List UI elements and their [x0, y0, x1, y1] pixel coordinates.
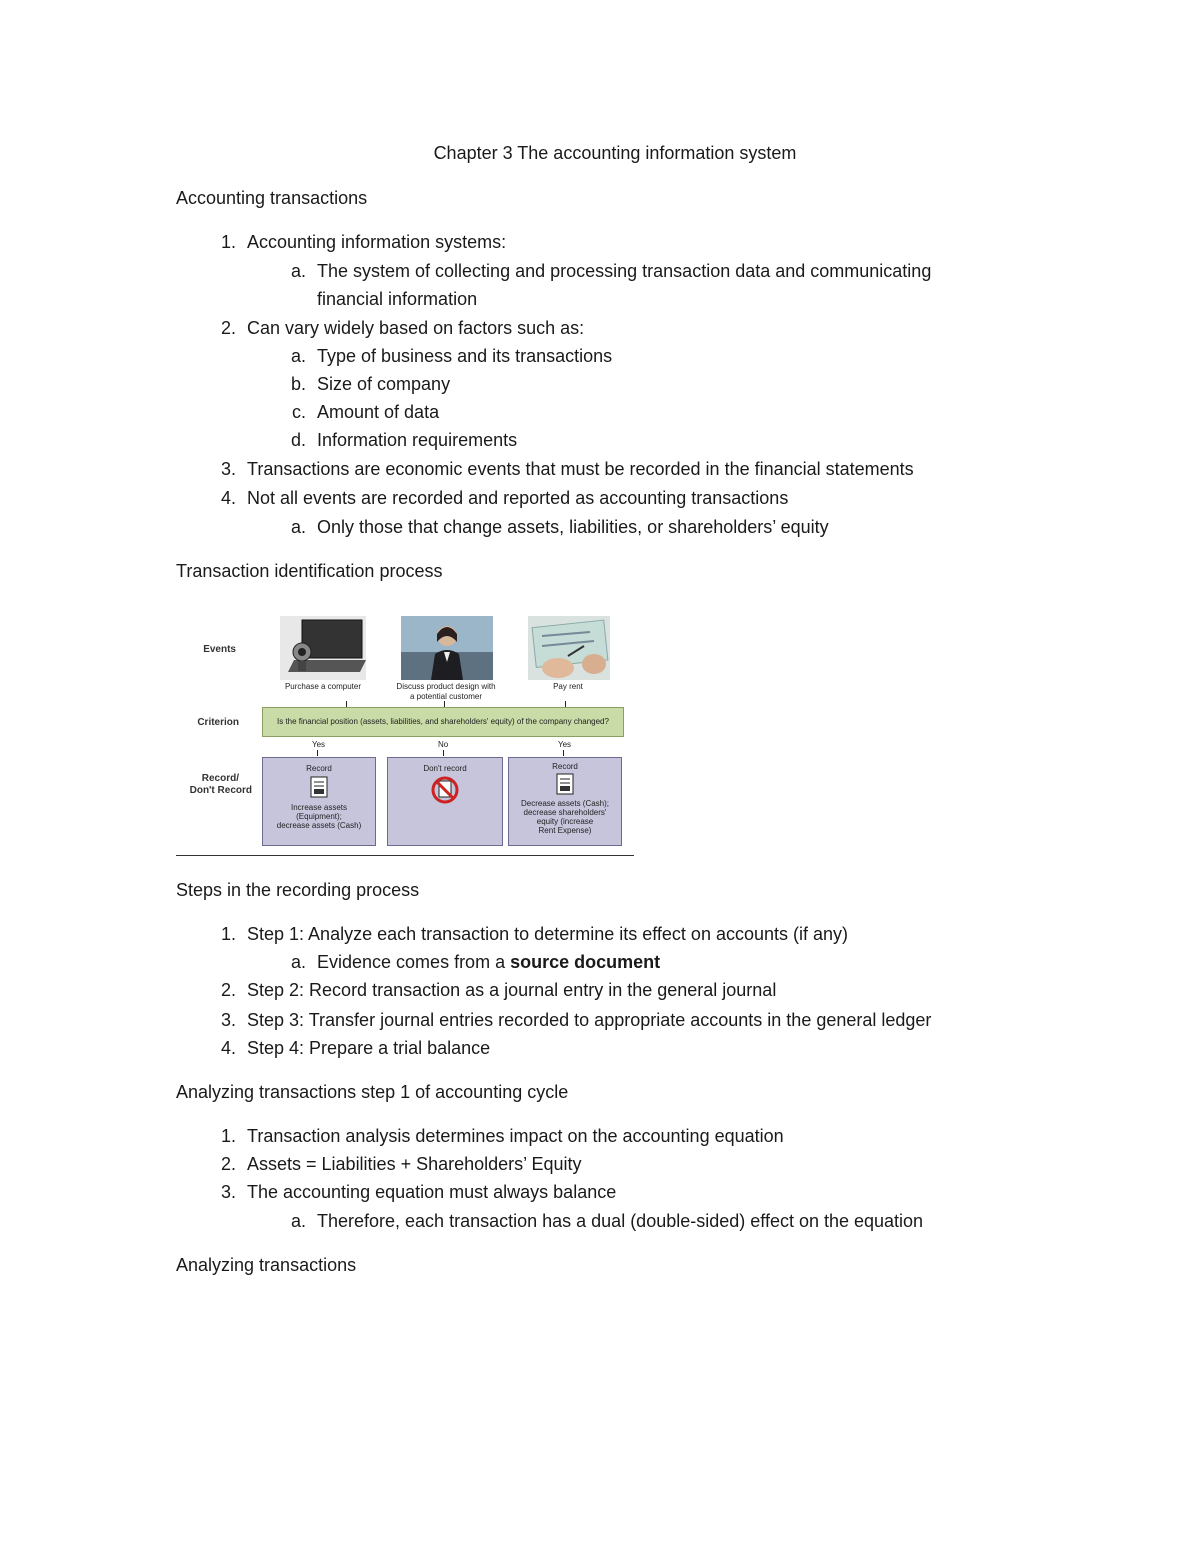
list-text: Accounting information systems: [247, 232, 507, 252]
list-number: a. [290, 952, 306, 972]
list-text-continuation: financial information [317, 289, 478, 309]
list-number: 1. [220, 232, 236, 252]
list-text: Not all events are recorded and reported as accounting transactions [247, 488, 789, 508]
list-number: a. [290, 1211, 306, 1231]
list-text: Step 3: Transfer journal entries recorded to appropriate accounts in the general ledger [247, 1010, 932, 1030]
document-icon [555, 773, 575, 795]
list-text: Step 2: Record transaction as a journal entry in the general journal [247, 980, 777, 1000]
list-text: Amount of data [317, 402, 440, 422]
document-icon [309, 776, 329, 798]
event-caption: Purchase a computer [284, 682, 362, 691]
list-text: Information requirements [317, 430, 518, 450]
outcome-box-record [262, 757, 376, 846]
answer-label: No [438, 740, 449, 749]
list-number: 1. [220, 1126, 236, 1146]
list-number: 4. [220, 488, 236, 508]
connector [317, 750, 318, 756]
diagram-bottom-rule [176, 855, 634, 856]
list-number: d. [290, 430, 306, 450]
row-label-record: Record/ [201, 773, 239, 784]
event-caption: Pay rent [553, 682, 583, 691]
rent-check-photo [528, 616, 610, 680]
row-label-events: Events [203, 644, 236, 655]
no-record-icon [430, 775, 460, 805]
list-text: The accounting equation must always balance [247, 1182, 617, 1202]
list-text-plain: Evidence comes from a [317, 952, 511, 972]
list-text: Therefore, each transaction has a dual (double-sided) effect on the equation [317, 1211, 924, 1231]
customer-meeting-photo [401, 616, 493, 680]
answer-label: Yes [312, 740, 326, 749]
list-text: Can vary widely based on factors such as: [247, 318, 585, 338]
list-number: 1. [220, 924, 236, 944]
outcome-line: (Equipment); [296, 812, 342, 821]
outcome-line: Increase assets [290, 803, 348, 812]
list-number: 3. [220, 459, 236, 479]
outcome-box-record [508, 757, 622, 846]
list-number: 3. [220, 1182, 236, 1202]
list-text: Type of business and its transactions [317, 346, 613, 366]
computer-photo [280, 616, 366, 680]
outcome-line: Decrease assets (Cash); [520, 799, 610, 808]
list-text: Assets = Liabilities + Shareholders’ Equity [247, 1154, 582, 1174]
list-number: a. [290, 517, 306, 537]
event-caption: Discuss product design with [396, 682, 496, 691]
list-text: Size of company [317, 374, 451, 394]
event-caption-continuation: a potential customer [409, 692, 483, 701]
outcome-line: decrease assets (Cash) [276, 821, 362, 830]
list-text: The system of collecting and processing transaction data and communicating [317, 261, 932, 281]
answer-label: Yes [558, 740, 572, 749]
transaction-identification-diagram [176, 606, 636, 858]
outcome-title: Record [306, 764, 332, 773]
outcome-box-dont-record [387, 757, 503, 846]
list-number: 2. [220, 980, 236, 1000]
outcome-line: decrease shareholders' [523, 808, 607, 817]
list-text: Only those that change assets, liabilities, or shareholders’ equity [317, 517, 829, 537]
list-number: c. [291, 402, 306, 422]
row-label-dont-record: Don't Record [189, 785, 252, 796]
list-text-bold: source document [510, 952, 661, 972]
page-title: Chapter 3 The accounting information system [433, 143, 797, 163]
criterion-box: Is the financial position (assets, liabilities, and shareholders' equity) of the company changed? [262, 707, 624, 737]
list-text: Step 4: Prepare a trial balance [247, 1038, 491, 1058]
list-text [317, 952, 660, 973]
section-heading-analyzing-step1: Analyzing transactions step 1 of accounting cycle [176, 1082, 569, 1102]
list-number: b. [290, 374, 306, 394]
list-number: 2. [220, 1154, 236, 1174]
list-number: a. [290, 261, 306, 281]
outcome-line: Rent Expense) [538, 826, 592, 835]
connector [563, 750, 564, 756]
outcome-title: Record [552, 762, 578, 771]
list-number: 2. [220, 318, 236, 338]
list-text: Transaction analysis determines impact on the accounting equation [247, 1126, 784, 1146]
list-text: Step 1: Analyze each transaction to determine its effect on accounts (if any) [247, 924, 849, 944]
section-heading-accounting-transactions: Accounting transactions [176, 188, 368, 208]
section-heading-transaction-identification: Transaction identification process [176, 561, 443, 581]
section-heading-analyzing-transactions: Analyzing transactions [176, 1255, 357, 1275]
connector [443, 750, 444, 756]
row-label-criterion: Criterion [197, 717, 239, 728]
outcome-line: equity (increase [536, 817, 594, 826]
list-text: Transactions are economic events that must be recorded in the financial statements [247, 459, 914, 479]
list-number: a. [290, 346, 306, 366]
outcome-title: Don't record [423, 764, 467, 773]
list-number: 4. [220, 1038, 236, 1058]
list-number: 3. [220, 1010, 236, 1030]
section-heading-recording-process: Steps in the recording process [176, 880, 420, 900]
